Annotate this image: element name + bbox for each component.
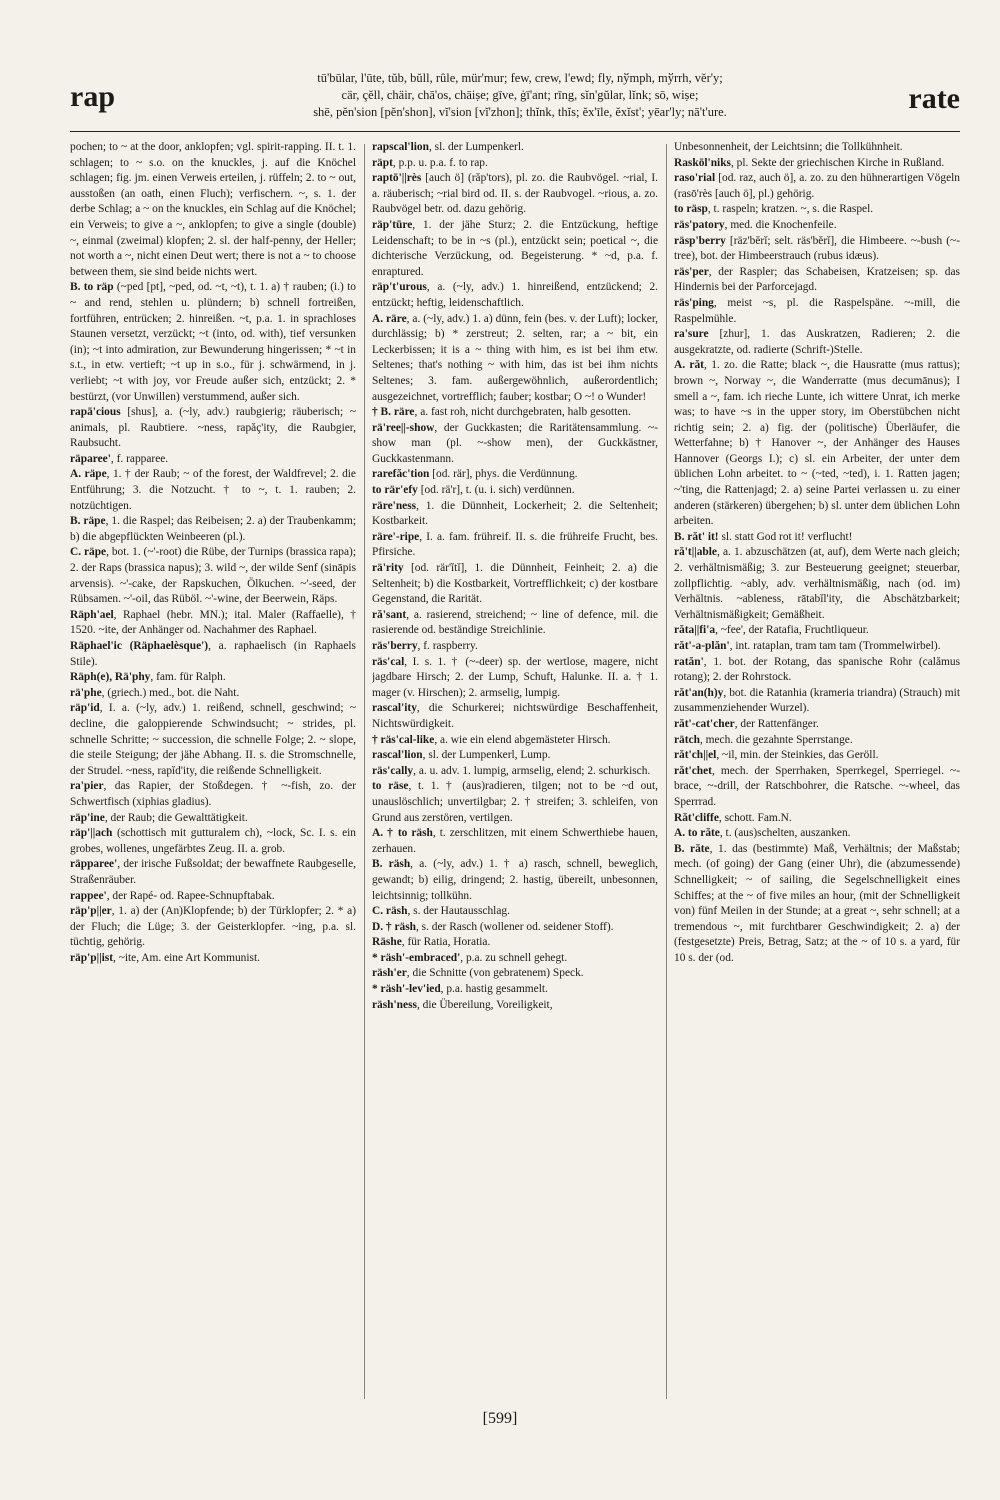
dictionary-entry — [372, 966, 658, 982]
entry-definition: [shus], a. (~ly, adv.) raubgierig; räuberisch; ~ animals, pl. Raubtiere. ~ness, rapăç'ity, die Raubgier, Raubsucht. — [70, 406, 356, 450]
entry-headword: C. räsh — [372, 905, 408, 918]
entry-headword: räsp'berry — [674, 234, 726, 247]
entry-definition: , der Rapé- od. Rapee-Schnupftabak. — [106, 889, 275, 902]
entry-definition: , a. (~ly, adv.) 1. † a) rasch, schnell, beweglich, gewandt; b) eilig, dringend; 2. hastig, übereilt, unbesonnen, leichtsinnig; tollkühn. — [372, 858, 658, 902]
entry-definition: , schott. Fam.N. — [718, 811, 792, 824]
pronunciation-key-line: shē, pĕn'sion [pĕn'shon], vĭ'sion [vĭ'zhon]; thĭnk, thĭs; ĕx'īle, ĕxĭst'; yēar'ly; nā't'ure. — [313, 105, 727, 119]
entry-definition: , t. (aus)schelten, auszanken. — [719, 827, 851, 840]
dictionary-entry — [674, 140, 960, 156]
entry-definition: , a. fast roh, nicht durchgebraten, halb gesotten. — [414, 406, 631, 419]
entry-headword: rascal'ity — [372, 702, 417, 715]
entry-headword: räs'ping — [674, 296, 714, 309]
entry-headword: räp'ine — [70, 811, 105, 824]
entry-definition: , f. rapparee. — [110, 452, 169, 465]
entry-headword: B. räsh — [372, 858, 411, 871]
entry-definition: , bot. 1. (~'-root) die Rübe, der Turnips (brassica rapa); 2. der Raps (brassica napus); 3. wild ~, der wilde Senf (sināpis arvensis). ~'-cake, der Rapskuchen, Ölkuchen. ~'-seed, der Rübsamen. ~'-oil, das Rüböl. ~'-wine, der Beerwein, Räps. — [70, 546, 356, 606]
entry-headword: Räshe — [372, 936, 402, 949]
dictionary-entry — [674, 655, 960, 686]
dictionary-entry — [674, 748, 960, 764]
entry-headword: rappee' — [70, 889, 107, 902]
dictionary-entry — [674, 842, 960, 967]
entry-headword: rä'rity — [372, 562, 404, 575]
entry-definition: (schottisch mit gutturalem ch), ~lock, Sc. I. s. ein grobes, wollenes, ungefärbtes Zeug. II. a. grob. — [70, 827, 356, 855]
entry-headword: rapscal'lion — [372, 141, 429, 153]
entry-headword: B. to räp — [70, 281, 114, 294]
entry-definition: , I. a. (~ly, adv.) 1. reißend, schnell, geschwind; ~ decline, die galoppierende Schwindsucht; ~ strides, pl. schnelle Schritte; ~ succession, die schnelle Folge; 2. ~ slope, die steile Steigung; der jähe Abhang. II. s. die Stromschnelle, der Strudel. ~ness, rapĭd'ity, die reißende Schnelligkeit. — [70, 702, 356, 777]
entry-definition: , s. der Hautausschlag. — [407, 905, 510, 918]
entry-definition: [od. raz, auch ö], a. zo. zu den hühnerartigen Vögeln (rasō'rès [auch ö], pl.) gehörig. — [674, 172, 960, 200]
entry-headword: räp'tūre — [372, 218, 413, 231]
entry-headword: to rär'efy — [372, 484, 418, 497]
entry-headword: Raskōl'niks — [674, 156, 731, 169]
entry-headword: ră'sant — [372, 608, 407, 621]
entry-definition: , mech. die gezahnte Sperrstange. — [699, 733, 853, 746]
entry-headword: A. räpe — [70, 468, 107, 481]
dictionary-entry — [70, 452, 356, 468]
entry-headword: räs'patory — [674, 218, 725, 231]
entry-headword: räparee' — [70, 452, 111, 465]
entry-definition: [räz'bĕrĭ; selt. räs'bĕrĭ], die Himbeere. ~-bush (~-tree), bot. der Himbeerstrauch (rubus idæus). — [674, 234, 960, 263]
entry-definition: , sl. der Lumpenkerl. — [428, 141, 524, 153]
entry-definition: , der Rattenfänger. — [734, 717, 819, 730]
entry-definition: , ~il, min. der Steinkies, das Geröll. — [716, 749, 879, 762]
entry-headword: räp'p||er — [70, 905, 112, 918]
entry-headword: räs'per — [674, 265, 709, 278]
entry-headword: C. räpe — [70, 546, 107, 559]
entry-headword: rätch — [674, 733, 700, 746]
entry-definition: , a. u. adv. 1. lumpig, armselig, elend; 2. schurkisch. — [413, 764, 651, 777]
dictionary-entry — [674, 171, 960, 202]
column-divider — [666, 144, 667, 1399]
entry-definition: , a. 1. abzuschätzen (at, auf), dem Werte nach gleich; 2. verhältnismäßig; 3. zur Besteuerung geeignet; steuerbar, zollpflichtig. ~ably, adv. verhältnismäßig, nach (od. im) Verhältnis. ~ableness, rātabĭl'ity, die Abschätzbarkeit; Verhältnismäßigkeit; Gemäßheit. — [674, 546, 960, 621]
column-2 — [372, 140, 658, 1405]
entry-definition: , 1. die Raspel; das Reibeisen; 2. a) der Traubenkamm; b) die abgepflückten Weinbeeren (pl.). — [70, 515, 356, 543]
entry-headword: Räph(e), Rä'phy — [70, 671, 151, 684]
entry-headword: Räph'ael — [70, 608, 114, 621]
pronunciation-key — [230, 70, 810, 121]
entry-headword: Răt'cliffe — [674, 811, 719, 824]
dictionary-entry — [70, 811, 356, 827]
dictionary-entry — [674, 234, 960, 265]
entry-headword: B. räpe — [70, 515, 106, 528]
entry-definition: , der Guckkasten; die Raritätensammlung. ~-show man (pl. ~-show men), der Guckkästner, Guckkastenmann. — [372, 421, 658, 465]
entry-definition: , a. (~ly, adv.) 1. hinreißend, entzückend; 2. entzückt; heftig, leidenschaftlich. — [372, 281, 658, 309]
header-rule — [70, 131, 960, 132]
dictionary-entry — [70, 280, 356, 405]
entry-definition: , der irische Fußsoldat; der bewaffnete Raubgeselle, Straßenräuber. — [70, 858, 356, 886]
dictionary-entry — [70, 405, 356, 452]
entry-definition: , t. raspeln; kratzen. ~, s. die Raspel. — [707, 203, 874, 216]
entry-definition: [od. rär], phys. die Verdünnung. — [429, 468, 578, 481]
dictionary-entry — [674, 764, 960, 811]
entry-headword: räre'-ripe — [372, 530, 420, 543]
dictionary-entry — [372, 467, 658, 483]
dictionary-entry — [372, 280, 658, 311]
column-3 — [674, 140, 960, 1405]
entry-definition: Unbesonnenheit, der Leichtsinn; die Tollkühnheit. — [674, 141, 903, 153]
guide-word-right: rate — [908, 82, 960, 115]
dictionary-entry — [372, 561, 658, 608]
entry-definition: , die Übereilung, Voreiligkeit, — [416, 998, 553, 1011]
entry-definition: , p.p. u. p.a. f. to rap. — [392, 156, 488, 169]
dictionary-entry — [372, 421, 658, 468]
dictionary-entry — [70, 514, 356, 545]
entry-headword: rapā'cious — [70, 406, 121, 419]
entry-headword: räp't'urous — [372, 281, 427, 294]
entry-headword: A. räre — [372, 312, 407, 325]
entry-headword: rarefăc'tion — [372, 468, 430, 481]
entry-headword: răt'chet — [674, 764, 712, 777]
entry-definition: , ~fee', der Ratafia, Fruchtliqueur. — [715, 624, 869, 637]
entry-headword: to räsp — [674, 203, 708, 216]
dictionary-entry — [372, 935, 658, 951]
entry-definition: , 1. das (bestimmte) Maß, Verhältnis; der Maßstab; mech. (of going) der Gang (einer Uhr), die (abzumessende) Schnelligkeit; ~ of sailing, die Segelschnelligkeit eines Schiffes; at the ~ of five miles an hour, (mit der Schnelligkeit von) fünf Meilen in der Stunde; at a great ~, sehr schnell; at a tremendous ~, mit furchtbarer Geschwindigkeit; 2. a) der (festgesetzte) Preis, Betrag, Satz; at the ~ of 10 s. a yard, für 10 s. der (od. — [674, 842, 960, 964]
dictionary-entry — [70, 857, 356, 888]
dictionary-entry — [372, 608, 658, 639]
dictionary-entry — [674, 623, 960, 639]
entry-definition: , med. die Knochenfeile. — [724, 218, 837, 231]
entry-definition: pochen; to ~ at the door, anklopfen; vgl. spirit-rapping. II. t. 1. schlagen; to ~ s.o. on the knuckles, j. auf die Knöchel schlagen; fig. jm. einen Verweis erteilen, j. rüffeln; 2. to ~ out, ausstoßen (an oath, einen Fluch); verfischern. ~, s. 1. der derbe Schlag; a ~ on the knuckles, ein Schlag auf die Knöchel; ein Verweis; to give a ~, anklopfen; to give a single (double) ~, einmal (zweimal) klopfen; 2. sl. der half-penny, der Heller; not worth a ~, nicht einen Deut wert; there is not a ~ to choose between them, sie sind beide nichts wert. — [70, 141, 356, 278]
dictionary-entry — [372, 483, 658, 499]
entry-headword: raptō'||rès — [372, 172, 422, 185]
dictionary-entry — [674, 717, 960, 733]
entry-definition: , 1. die Dünnheit, Lockerheit; 2. die Seltenheit; Kostbarkeit. — [372, 499, 658, 528]
entry-headword: räp'p||ist — [70, 951, 113, 964]
entry-headword: räpt — [372, 156, 393, 169]
entry-definition: , der Raspler; das Schabeisen, Kratzeisen; sp. das Hindernis bei der Parforcejagd. — [674, 265, 960, 294]
entry-headword: * räsh'-embraced' — [372, 951, 461, 964]
entry-headword: răt'-a-plăn' — [674, 640, 730, 652]
dictionary-entry — [70, 701, 356, 779]
dictionary-entry — [674, 202, 960, 218]
entry-definition: , für Ratia, Horatia. — [401, 936, 491, 949]
entry-headword: räp'id — [70, 702, 100, 715]
column-1 — [70, 140, 356, 1405]
dictionary-entry — [372, 904, 658, 920]
entry-headword: ra'sure — [674, 328, 709, 341]
dictionary-entry — [674, 218, 960, 234]
dictionary-entry — [674, 530, 960, 546]
dictionary-entry — [674, 686, 960, 717]
entry-definition: , a. rasierend, streichend; ~ line of defence, mil. die rasierende od. beständige Streichlinie. — [372, 608, 658, 637]
dictionary-entry — [372, 748, 658, 764]
dictionary-entry — [70, 639, 356, 670]
dictionary-entry — [70, 670, 356, 686]
dictionary-entry — [70, 951, 356, 967]
entry-definition: , t. zerschlitzen, mit einem Schwerthiebe hauen, zerhauen. — [372, 827, 658, 855]
dictionary-entry — [372, 764, 658, 780]
entry-definition: , die Schurkerei; nichtswürdige Beschaffenheit, Nichtswürdigkeit. — [372, 702, 658, 730]
entry-definition: (~ped [pt], ~ped, od. ~t, ~t), t. 1. a) † rauben; (i.) to ~ and rend, stehlen u. plündern; b) schnell fortreißen, fortführen, entrücken; 2. hinreißen. ~t, p.a. 1. in sprachloses Staunen versetzt, verzückt; ~t (into, od. with), tief versunken (in); ~t into admiration, zur Bewunderung hingerissen; * ~t in s.t., in etw. vertieft; ~t up in s.o., für j. schwärmend, in j. verliebt; ~t with joy, vor Freude außer sich, entzückt; 2. * bestürzt, (vor Unwillen) verstummend, außer sich. — [70, 281, 356, 403]
entry-headword: rä'phe — [70, 686, 102, 699]
dictionary-entry — [372, 701, 658, 732]
entry-definition: , 1. a) der (An)Klopfende; b) der Türklopfer; 2. * a) der Fluch; die Lüge; 3. der Geisterklopfer. ~ing, p.a. sl. tüchtig, gehörig. — [70, 905, 356, 949]
dictionary-entry — [372, 982, 658, 998]
dictionary-entry — [674, 358, 960, 530]
dictionary-entry — [372, 826, 658, 857]
entry-definition: , p.a. zu schnell gehegt. — [460, 951, 568, 964]
entry-definition: sl. statt God rot it! verflucht! — [718, 530, 853, 543]
entry-headword: răta||fi'a — [674, 624, 716, 637]
entry-headword: räp'||ach — [70, 827, 113, 840]
dictionary-entry — [674, 545, 960, 623]
entry-definition: , 1. † der Raub; ~ of the forest, der Waldfrevel; 2. die Entführung; 3. die Notzucht. † to ~, t. 1. rauben; 2. notzüchtigen. — [70, 468, 356, 512]
entry-definition: , t. 1. † (aus)radieren, tilgen; not to be ~d out, unauslöschlich; unvertilgbar; 2. † streifen; 3. schleifen, von Grund aus zerstören, vertilgen. — [372, 780, 658, 824]
entry-headword: raso'rial — [674, 172, 716, 185]
entry-definition: , fam. für Ralph. — [150, 671, 226, 684]
entry-columns — [70, 140, 960, 1405]
dictionary-entry — [372, 312, 658, 406]
dictionary-entry — [372, 156, 658, 172]
entry-headword: D. † räsh — [372, 920, 416, 933]
entry-headword: räsh'er — [372, 967, 407, 980]
dictionary-entry — [70, 545, 356, 607]
entry-headword: rä'ree||-show — [372, 421, 435, 434]
entry-headword: B. răte — [674, 842, 710, 855]
entry-headword: Räphael'ic (Räphaelèsque') — [70, 640, 209, 652]
entry-headword: räs'cal — [372, 655, 405, 668]
entry-headword: räsh'ness — [372, 998, 417, 1011]
entry-headword: † räs'cal-like — [372, 733, 435, 746]
entry-definition: , die Schnitte (von gebratenem) Speck. — [406, 967, 584, 980]
entry-headword: rascal'lion — [372, 749, 423, 762]
entry-headword: räs'berry — [372, 640, 418, 652]
entry-headword: A. to răte — [674, 827, 720, 840]
entry-headword: A. † to räsh — [372, 827, 433, 840]
entry-definition: , pl. Sekte der griechischen Kirche in Rußland. — [730, 156, 945, 169]
dictionary-entry — [674, 156, 960, 172]
entry-definition: , 1. zo. die Ratte; black ~, die Hausratte (mus rattus); brown ~, Norway ~, die Wanderratte (mus decumānus); I smell a ~, fam. ich rieche Lunte, ich wittere Unrat, ich merke was; to have ~s in the upper story, im Oberstübchen nicht richtig sein; 2. a) fig. der (politische) Überläufer, die Wetterfahne; b) † Hanover ~, der Anhänger des Hauses Hannover (Georgs I.); c) sl. ein Arbeiter, der unter dem üblichen Lohn arbeitet. to ~ (~ted, ~ted), i. 1. Ratten jagen; ~'ting, die Rattenjagd; 2. a) seine Partei verlassen u. zu einer anderen (stärkeren) übergehen; b) sl. unter dem üblichen Lohn arbeiten. — [674, 359, 960, 528]
dictionary-entry — [372, 171, 658, 218]
entry-definition: [od. rär'ĭtĭ], 1. die Dünnheit, Feinheit; 2. a) die Seltenheit; b) die Kostbarkeit, Vortrefflichkeit; c) der kostbare Gegenstand, die Rarität. — [372, 562, 658, 606]
entry-definition: , 1. bot. der Rotang, das spanische Rohr (calămus rotang); 2. der Rohrstock. — [674, 655, 960, 684]
dictionary-entry — [372, 140, 658, 156]
entry-definition: , I. a. fam. frühreif. II. s. die frühreife Frucht, bes. Pfirsiche. — [372, 530, 658, 559]
column-divider — [364, 144, 365, 1399]
entry-definition: , sl. der Lumpenkerl, Lump. — [422, 749, 551, 762]
entry-headword: räs'cally — [372, 764, 414, 777]
dictionary-entry — [372, 733, 658, 749]
entry-headword: ratăn' — [674, 655, 704, 668]
entry-definition: , p.a. hastig gesammelt. — [440, 983, 548, 996]
dictionary-entry — [372, 857, 658, 904]
entry-headword: ră't||able — [674, 546, 717, 559]
dictionary-entry — [674, 826, 960, 842]
entry-headword: răt'ch||el — [674, 749, 717, 762]
dictionary-entry — [674, 296, 960, 327]
entry-definition: , das Rapier, der Stoßdegen. † ~-fish, zo. der Schwertfisch (xiphias gladius). — [70, 780, 356, 808]
entry-definition: , der Raub; die Gewalttätigkeit. — [104, 811, 248, 824]
entry-definition: , s. der Rasch (wollener od. seidener Stoff). — [415, 920, 614, 933]
dictionary-entry — [674, 811, 960, 827]
dictionary-entry — [70, 140, 356, 280]
entry-definition: [auch ö] (răp'tors), pl. zo. die Raubvögel. ~rial, I. a. räuberisch; ~rial bird od. II. s. der Raubvogel. ~rious, a. zo. Raubvögel betr. od. dazu gehörig. — [372, 172, 658, 216]
entry-definition: , 1. der jähe Sturz; 2. die Entzückung, heftige Leidenschaft; to be in ~s (pl.), entzückt sein; poetical ~, die dichterische Verzückung, od. Begeisterung. * ~d, p.a. f. enraptured. — [372, 218, 658, 278]
entry-definition: , a. raphaelisch (in Raphaels Stile). — [70, 640, 356, 668]
entry-definition: , a. (~ly, adv.) 1. a) dünn, fein (bes. v. der Luft); locker, durchlässig; b) * zerstreut; 2. selten, rar; a ~ bit, ein Leckerbissen; it is a ~ thing with him, es ist bei ihm etw. Seltenes; that's nothing ~ with him, das ist bei ihm nichts Seltenes; 3. fam. außergewöhnlich, außerordentlich; ausgezeichnet, vortrefflich; fauber; kostbar; O ~! o Wunder! — [372, 312, 658, 403]
dictionary-entry — [372, 920, 658, 936]
entry-definition: , Raphael (hebr. MN.); ital. Maler (Raffaelle), † 1520. ~ite, der Anhänger od. Nachahmer des Raphael. — [70, 608, 356, 637]
entry-headword: to räse — [372, 780, 409, 793]
entry-definition: , bot. die Ratanhia (krameria triandra) (Strauch) mit zusammenziehender Wurzel). — [674, 686, 960, 715]
entry-headword: A. răt — [674, 359, 704, 372]
entry-headword: † B. räre — [372, 406, 415, 419]
entry-definition: , ~ite, Am. eine Art Kommunist. — [113, 951, 260, 964]
entry-headword: răt'an(h)y — [674, 686, 724, 699]
dictionary-entry — [70, 889, 356, 905]
entry-definition: , f. raspberry. — [417, 640, 478, 652]
entry-definition: , (griech.) med., bot. die Naht. — [101, 686, 240, 699]
dictionary-entry — [372, 405, 658, 421]
dictionary-entry — [372, 218, 658, 280]
dictionary-entry — [372, 779, 658, 826]
dictionary-entry — [674, 265, 960, 296]
dictionary-entry — [674, 733, 960, 749]
entry-definition: [od. rä'r], t. (u. i. sich) verdünnen. — [417, 484, 575, 497]
dictionary-entry — [70, 686, 356, 702]
dictionary-entry — [372, 998, 658, 1014]
entry-definition: [zhur], 1. das Auskratzen, Radieren; 2. die ausgekratzte, od. radierte (Schrift-)Stelle. — [674, 328, 960, 356]
entry-headword: räpparee' — [70, 858, 118, 871]
entry-headword: * räsh'-lev'ied — [372, 983, 441, 996]
dictionary-entry — [70, 467, 356, 514]
entry-definition: , meist ~s, pl. die Raspelspäne. ~-mill, die Raspelmühle. — [674, 296, 960, 325]
guide-word-left: rap — [70, 80, 115, 113]
dictionary-entry — [674, 327, 960, 358]
dictionary-entry — [70, 826, 356, 857]
dictionary-entry — [372, 499, 658, 530]
dictionary-entry — [70, 779, 356, 810]
dictionary-entry — [70, 608, 356, 639]
entry-definition: , mech. der Sperrhaken, Sperrkegel, Sperriegel. ~-brace, ~-drill, der Ratschbohrer, die Ratsche. ~-wheel, das Sperrrad. — [674, 764, 960, 808]
dictionary-entry — [70, 904, 356, 951]
dictionary-entry — [372, 530, 658, 561]
entry-definition: , int. rataplan, tram tam tam (Trommelwirbel). — [729, 640, 941, 652]
page-number: [599] — [482, 1410, 518, 1427]
pronunciation-key-line: tū'būlar, l'ūte, tŭb, bŭll, rûle, mür'mur; few, crew, l'ewd; fly, nўmph, mўrrh, vĕr'y; — [317, 71, 723, 85]
entry-headword: ra'pier — [70, 780, 104, 793]
dictionary-entry — [372, 655, 658, 702]
page-header — [70, 70, 960, 130]
dictionary-entry — [372, 639, 658, 655]
entry-headword: răt'-cat'cher — [674, 717, 735, 730]
dictionary-entry — [372, 951, 658, 967]
dictionary-entry — [674, 639, 960, 655]
entry-headword: B. răt' it! — [674, 530, 719, 543]
pronunciation-key-line: cär, çĕll, chäir, chā'os, chāiṣe; gīve, ġī'ant; rīng, sĭn'gŭlar, lĭnk; sō, wiṣe; — [341, 88, 699, 102]
entry-definition: , a. wie ein elend abgemästeter Hirsch. — [434, 733, 611, 746]
entry-definition: , I. s. 1. † (~-deer) sp. der wertlose, magere, nicht jagdbare Hirsch; 2. der Lump, Schuft, Halunke. II. a. † 1. mager (v. Hirschen); 2. armselig, lumpig. — [372, 655, 658, 699]
entry-headword: räre'ness — [372, 499, 417, 512]
